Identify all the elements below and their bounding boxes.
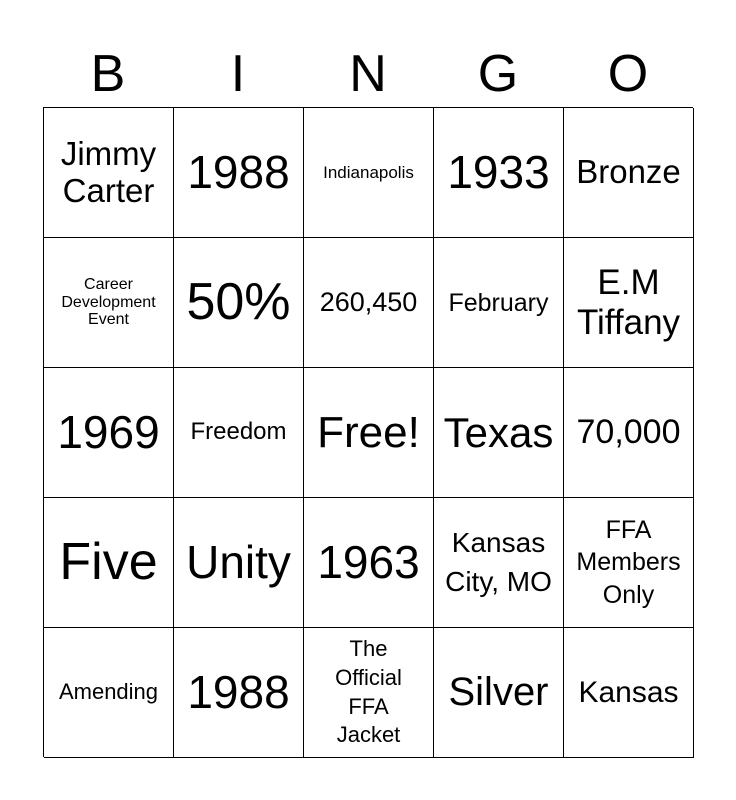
bingo-header [43,40,693,108]
cell-text: Five [59,533,158,592]
bingo-cell[interactable] [44,238,174,368]
bingo-cell[interactable] [564,368,694,498]
bingo-cell[interactable] [304,238,434,368]
free-space-text: Free! [317,407,420,457]
cell-text: The Official FFA Jacket [335,636,402,748]
cell-text: Amending [58,679,159,705]
cell-text: 1988 [187,145,290,198]
bingo-cell[interactable] [174,628,304,758]
cell-text: 1963 [317,535,420,588]
bingo-cell[interactable] [304,498,434,628]
cell-text: E.M Tiffany [576,263,681,342]
cell-text: Silver [448,670,549,715]
header-letter-b: B [90,45,126,103]
cell-text: Freedom [190,418,287,446]
bingo-cell[interactable] [564,628,694,758]
bingo-cell[interactable] [434,628,564,758]
bingo-cell[interactable] [304,628,434,758]
header-letter-i: I [230,45,246,103]
cell-text: Indianapolis [323,162,414,182]
bingo-cell[interactable] [304,108,434,238]
header-letter-o: O [607,45,649,103]
header-letter-n: N [349,45,387,103]
bingo-cell[interactable] [44,498,174,628]
cell-text: 70,000 [576,413,681,452]
cell-text: February [448,288,549,317]
bingo-cell[interactable] [44,108,174,238]
bingo-card-grid [43,107,693,757]
cell-text: 1988 [187,665,290,718]
cell-text: Texas [443,408,554,456]
bingo-cell[interactable] [44,368,174,498]
cell-text: 1933 [447,145,550,198]
bingo-cell[interactable] [564,108,694,238]
bingo-cell[interactable] [174,498,304,628]
cell-text: Kansas [578,675,679,709]
header-letter-g: G [477,45,519,103]
bingo-cell[interactable] [564,498,694,628]
bingo-cell[interactable] [434,108,564,238]
cell-text: 260,450 [319,287,418,318]
cell-text: Jimmy Carter [60,134,157,209]
bingo-cell[interactable] [434,498,564,628]
bingo-cell[interactable] [174,368,304,498]
cell-text: FFA Members Only [576,515,681,609]
bingo-cell[interactable] [44,628,174,758]
bingo-cell[interactable] [564,238,694,368]
bingo-cell[interactable] [434,368,564,498]
cell-text: Unity [186,535,291,588]
bingo-cell[interactable] [174,108,304,238]
bingo-free-space[interactable] [304,368,434,498]
cell-text: Career Development Event [61,275,156,329]
cell-text: 1969 [57,405,160,458]
cell-text: 50% [186,273,291,332]
bingo-cell[interactable] [174,238,304,368]
cell-text: Kansas City, MO [445,526,552,597]
cell-text: Bronze [576,153,681,191]
bingo-cell[interactable] [434,238,564,368]
